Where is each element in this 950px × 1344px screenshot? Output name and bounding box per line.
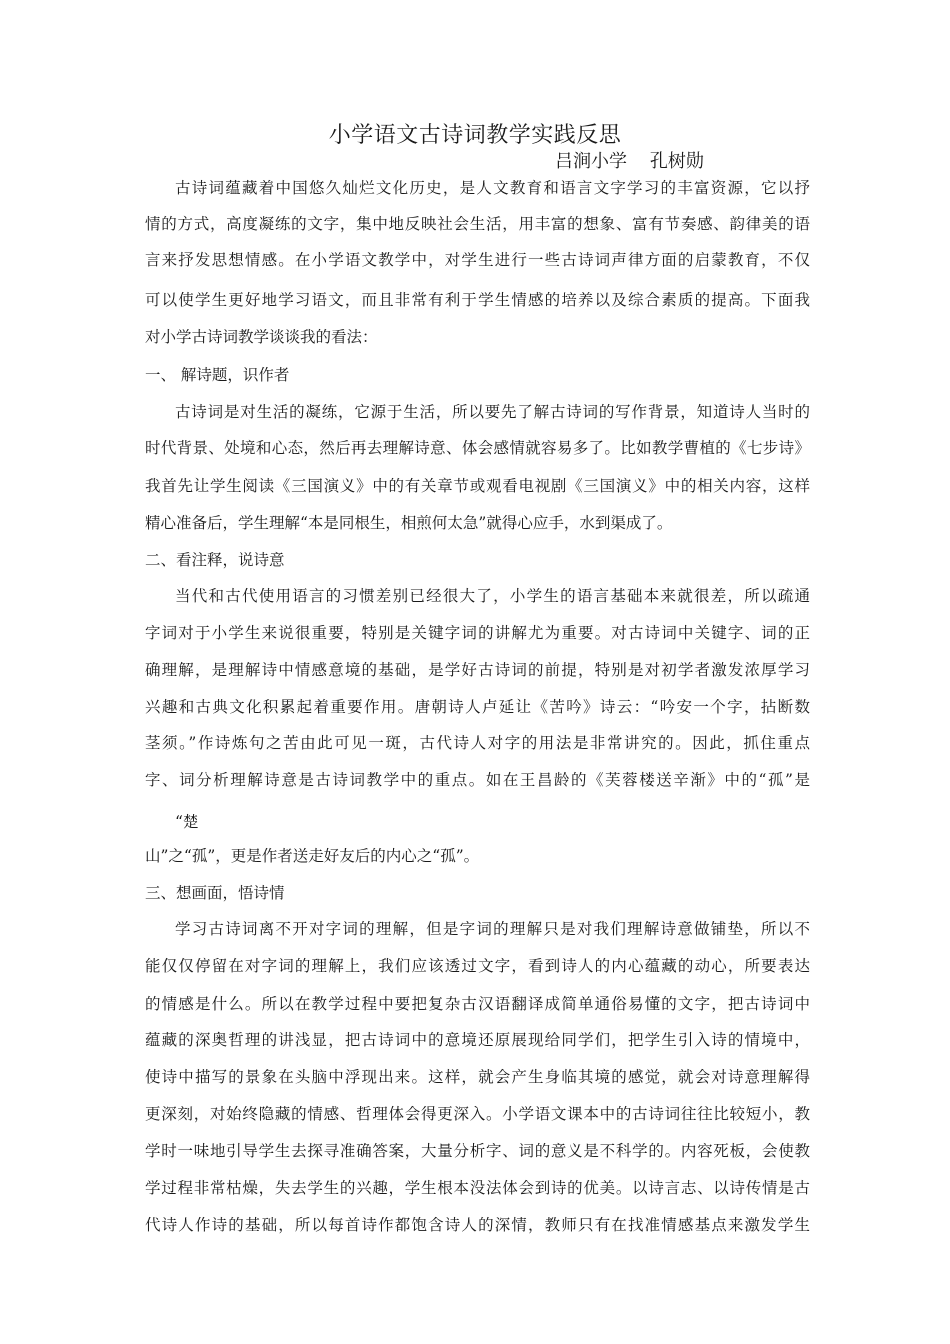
paragraph-line: 能仅仅停留在对字词的理解上，我们应该透过文字，看到诗人的内心蕴藏的动心，所要表达 — [145, 957, 810, 975]
paragraph-line: 字词对于小学生来说很重要，特别是关键字词的讲解尤为重要。对古诗词中关键字、词的正 — [145, 624, 810, 642]
paragraph-line: 代诗人作诗的基础，所以每首诗作都饱含诗人的深情，教师只有在找准情感基点来激发学生 — [145, 1216, 810, 1234]
paragraph-line: 字、词分析理解诗意是古诗词教学中的重点。如在王昌龄的《芙蓉楼送辛渐》中的“孤”是 — [145, 771, 810, 789]
paragraph-line: 的情感是什么。所以在教学过程中要把复杂古汉语翻译成简单通俗易懂的文字，把古诗词中 — [145, 995, 810, 1013]
paragraph-line: 对小学古诗词教学谈谈我的看法： — [145, 328, 378, 346]
paragraph-line: 古诗词是对生活的凝练，它源于生活，所以要先了解古诗词的写作背景，知道诗人当时的 — [175, 403, 810, 421]
paragraph-line: 时代背景、处境和心态，然后再去理解诗意、体会感情就容易多了。比如教学曹植的《七步诗》 — [145, 439, 810, 457]
document-title: 小学语文古诗词教学实践反思 — [328, 123, 622, 148]
paragraph-line: 山”之“孤”，更是作者送走好友后的内心之“孤”。 — [145, 847, 480, 865]
paragraph-line: 情的方式，高度凝练的文字，集中地反映社会生活，用丰富的想象、富有节奏感、韵律美的语 — [145, 215, 810, 233]
paragraph-line: 学时一味地引导学生去探寻准确答案，大量分析字、词的意义是不科学的。内容死板，会使教 — [145, 1142, 810, 1160]
section-heading-1: 一、 解诗题，识作者 — [145, 366, 290, 384]
paragraph-line: 言来抒发思想情感。在小学语文教学中，对学生进行一些古诗词声律方面的启蒙教育，不仅 — [145, 251, 810, 269]
paragraph-line: 学习古诗词离不开对字词的理解，但是字词的理解只是对我们理解诗意做铺垫，所以不 — [175, 920, 810, 938]
section-heading-3: 三、想画面，悟诗情 — [145, 884, 285, 902]
paragraph-line: 学过程非常枯燥，失去学生的兴趣，学生根本没法体会到诗的优美。以诗言志、以诗传情是古 — [145, 1179, 810, 1197]
paragraph-line: 精心准备后，学生理解“本是同根生，相煎何太急”就得心应手，水到渠成了。 — [145, 514, 673, 532]
paragraph-line: 当代和古代使用语言的习惯差别已经很大了，小学生的语言基础本来就很差，所以疏通 — [175, 587, 810, 605]
paragraph-line: 我首先让学生阅读《三国演义》中的有关章节或观看电视剧《三国演义》中的相关内容，这样 — [145, 477, 810, 495]
paragraph-line: 蕴藏的深奥哲理的讲浅显，把古诗词中的意境还原展现给同学们，把学生引入诗的情境中， — [145, 1031, 810, 1049]
paragraph-line: “楚 — [175, 813, 199, 831]
paragraph-line: 茎须。”作诗炼句之苦由此可见一斑，古代诗人对字的用法是非常讲究的。因此，抓住重点 — [145, 734, 810, 752]
paragraph-line: 兴趣和古典文化积累起着重要作用。唐朝诗人卢延让《苦吟》诗云：“吟安一个字，拈断数 — [145, 698, 810, 716]
paragraph-line: 古诗词蕴藏着中国悠久灿烂文化历史，是人文教育和语言文字学习的丰富资源，它以抒 — [175, 179, 810, 197]
paragraph-line: 可以使学生更好地学习语文，而且非常有利于学生情感的培养以及综合素质的提高。下面我 — [145, 291, 810, 309]
paragraph-line: 确理解，是理解诗中情感意境的基础，是学好古诗词的前提，特别是对初学者激发浓厚学习 — [145, 661, 810, 679]
author-byline: 吕涧小学 孔树勋 — [555, 151, 704, 172]
section-heading-2: 二、看注释，说诗意 — [145, 551, 285, 569]
paragraph-line: 更深刻，对始终隐藏的情感、哲理体会得更深入。小学语文课本中的古诗词往往比较短小，教 — [145, 1105, 810, 1123]
paragraph-line: 使诗中描写的景象在头脑中浮现出来。这样，就会产生身临其境的感觉，就会对诗意理解得 — [145, 1068, 810, 1086]
